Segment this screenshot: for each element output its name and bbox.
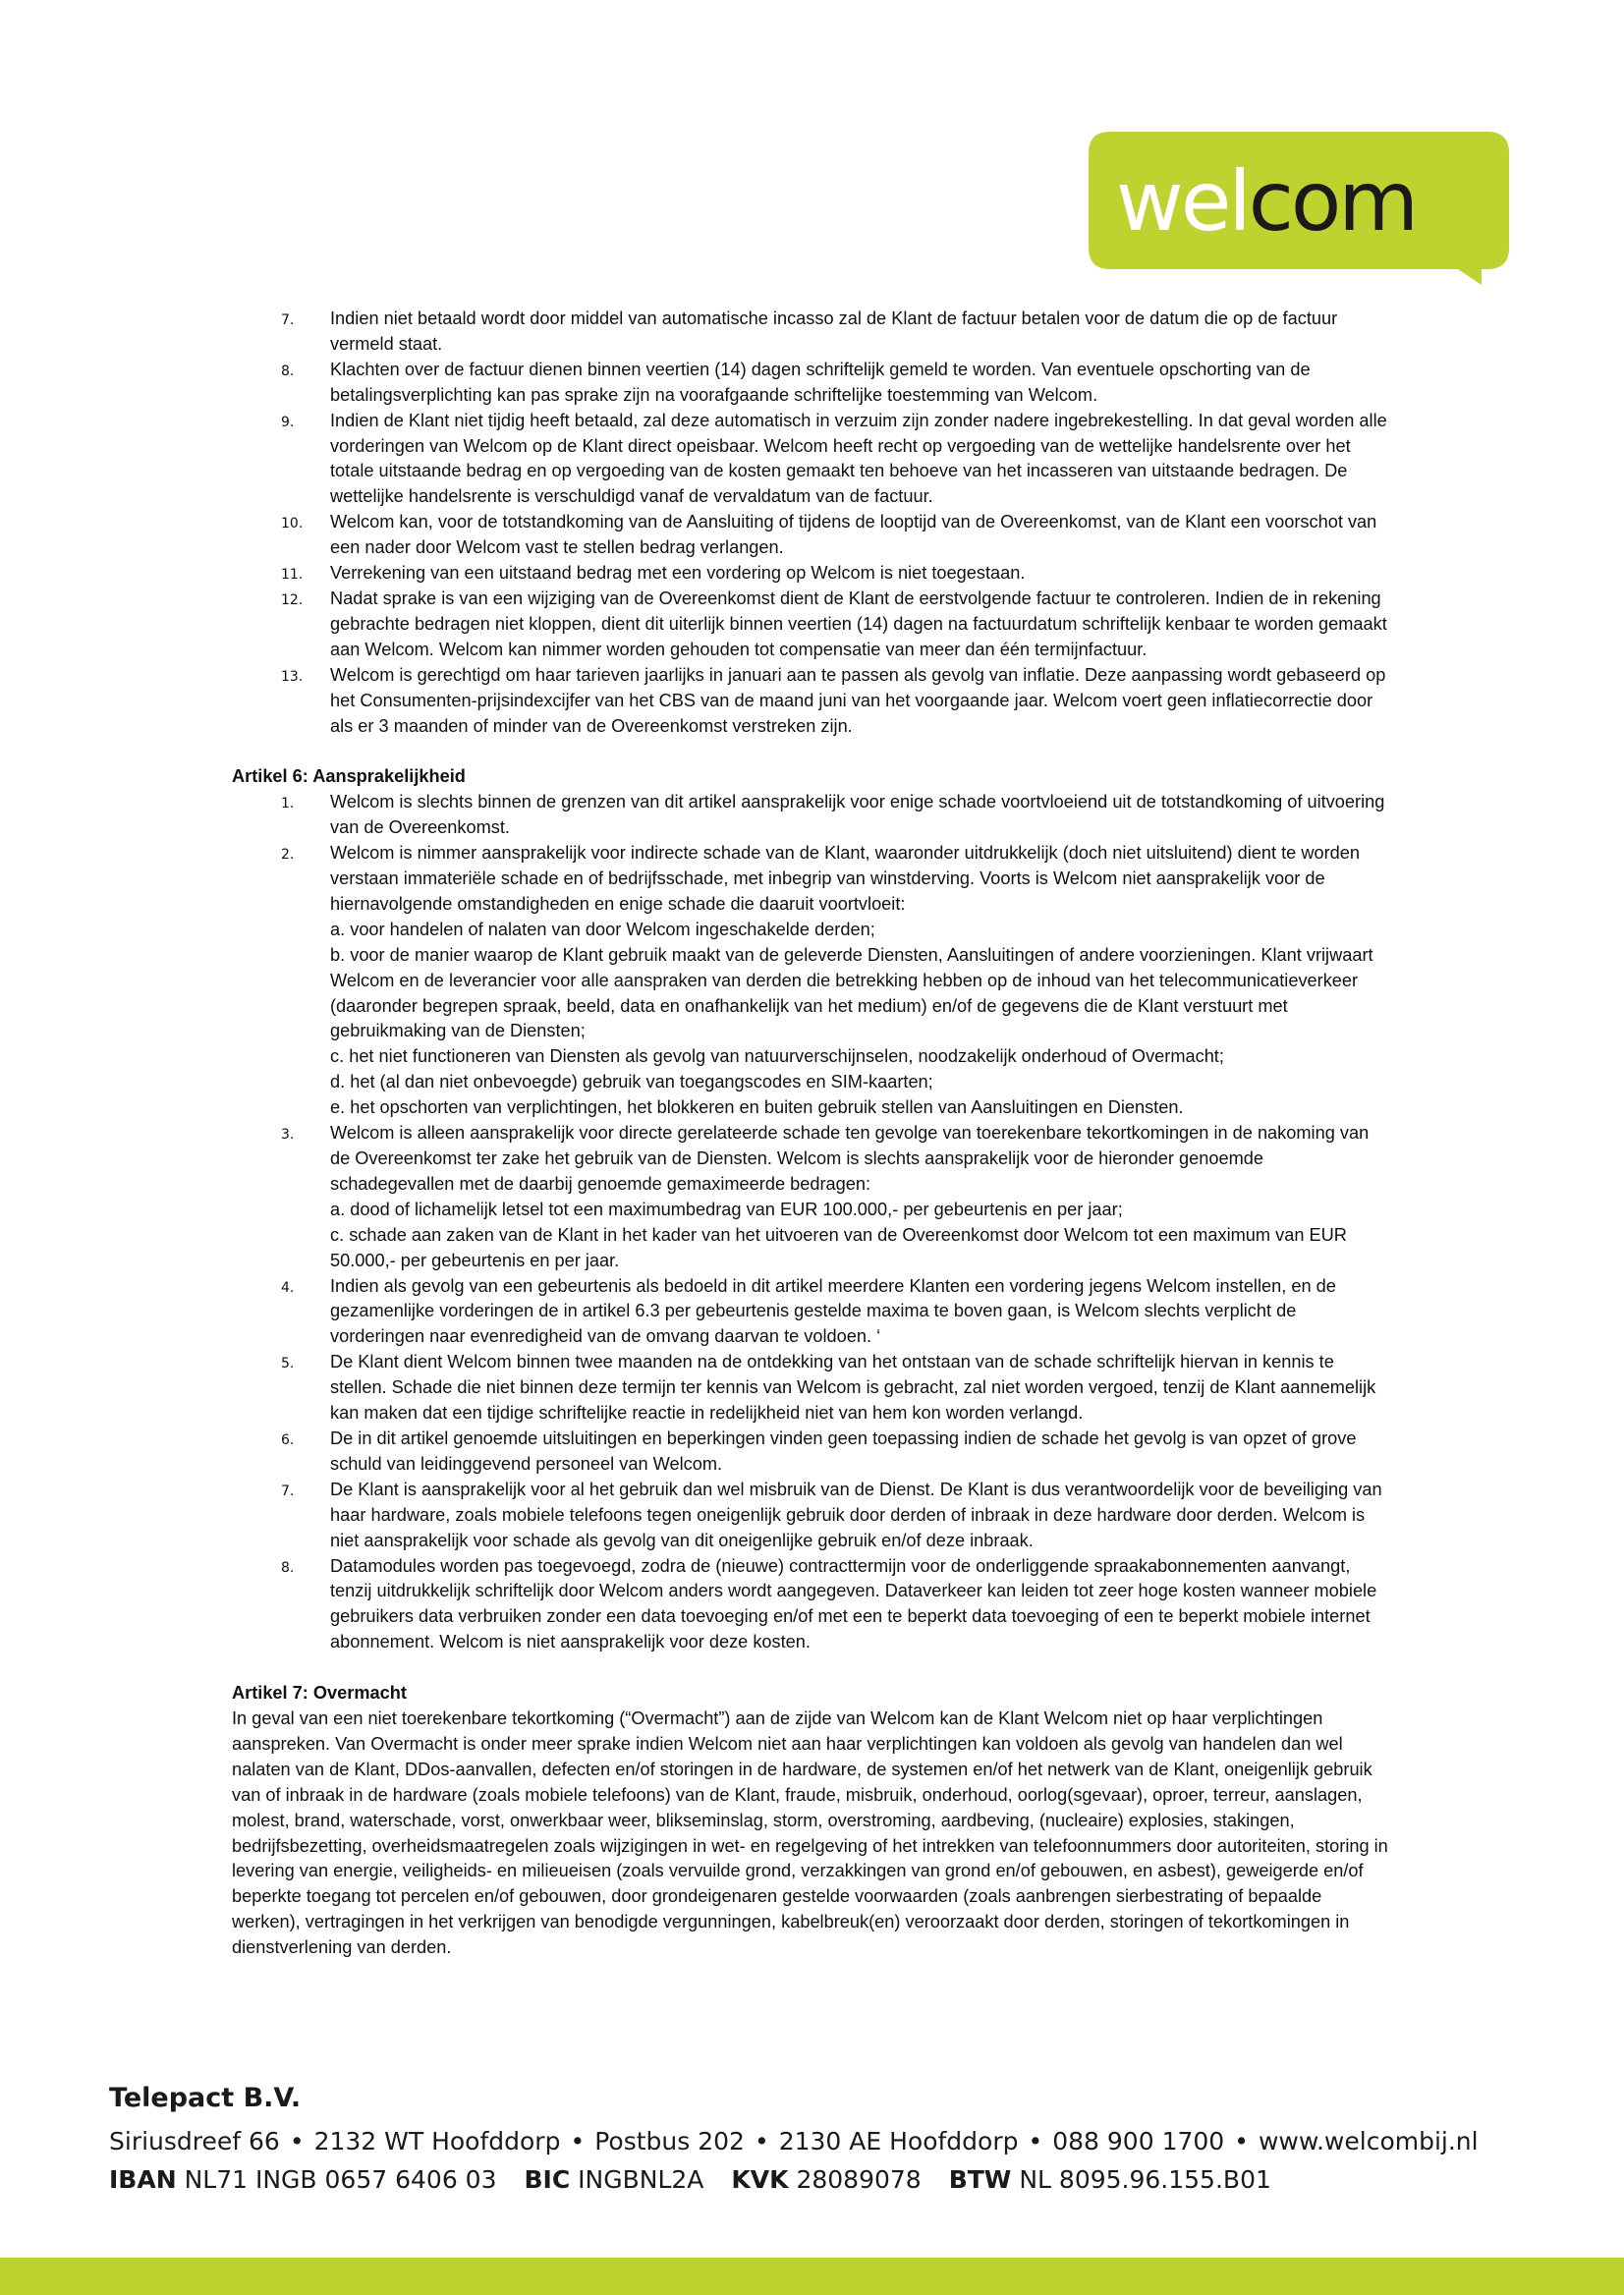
postbus: Postbus 202 <box>594 2127 745 2155</box>
list-item: 2. Welcom is nimmer aansprakelijk voor indirecte schade van de Klant, waaronder uitdrukkelijk (doch niet uitsluitend) dient te worden verstaan immateriële schade en of bedrijfsschade, met inbegrip van winstderving. Voorts is Welcom niet aansprakelijk voor de hiernavolgende omstandigheden en enige schade die daaruit voortvloeit: a. voor handelen of nalaten van door Welcom ingeschakelde derden; b. voor de manier waarop de Klant gebruik maakt van de geleverde Diensten, Aansluitingen of andere voorzieningen. Klant vrijwaart Welcom en de leverancier voor alle aanspraken van derden die betrekking hebben op de inhoud van het telecommunicatieverkeer (daaronder begrepen spraak, beeld, data en onafhankelijk van het medium) en/of de gegevens die de Klant verstuurt met gebruikmaking van de Diensten; c. het niet functioneren van Diensten als gevolg van natuurverschijnselen, noodzakelijk onderhoud of Overmacht; d. het (al dan niet onbevoegde) gebruik van toegangscodes en SIM-kaarten; e. het opschorten van verplichtingen, het blokkeren en buiten gebruik stellen van Aansluitingen en Diensten. <box>232 841 1391 1121</box>
payment-list <box>232 307 1391 739</box>
postcode-city: 2132 WT Hoofddorp <box>313 2127 561 2155</box>
list-item: 1. Welcom is slechts binnen de grenzen van dit artikel aansprakelijk voor enige schade voortvloeiend uit de totstandkoming of uitvoering van de Overeenkomst. <box>281 792 1385 838</box>
list-item: 9. Indien de Klant niet tijdig heeft betaald, zal deze automatisch in verzuim zijn zonder nadere ingebrekestelling. In dat geval worden alle vorderingen van Welcom op de Klant direct opeisbaar. Welcom heeft recht op vergoeding van de wettelijke handelsrente over het totale uitstaande bedrag en op vergoeding van de kosten gemaakt ten behoeve van het incasseren van uitstaande bedragen. De wettelijke handelsrente is verschuldigd vanaf de vervaldatum van de factuur. <box>281 410 1387 507</box>
list-item: 12. Nadat sprake is van een wijziging van de Overeenkomst dient de Klant de eerstvolgende factuur te controleren. Indien de in rekening gebrachte bedragen niet kloppen, dient dit uiterlijk binnen veertien (14) dagen na factuurdatum schriftelijk kenbaar te worden gemaakt aan Welcom. Welcom kan nimmer worden gehouden tot compensatie van meer dan één termijnfactuur. <box>281 588 1387 659</box>
bullet-icon: • <box>570 2127 586 2155</box>
article-7-text: In geval van een niet toerekenbare tekortkoming (“Overmacht”) aan de zijde van Welcom kan de Klant Welcom niet op haar verplichtingen aanspreken. Van Overmacht is onder meer sprake indien Welcom niet aan haar verplichtingen kan voldoen als gevolg van handelen dan wel nalaten van de Klant, DDos-aanvallen, defecten en/of storingen in de hardware, de systemen en/of het netwerk van de Klant, oneigenlijk gebruik van of inbraak in de hardware (zoals mobiele telefoons) van de Klant, fraude, misbruik, onderhoud, oorlog(sgevaar), oproer, terreur, aanslagen, molest, brand, waterschade, vorst, onwerkbaar weer, blikseminslag, storm, overstroming, aardbeving, (nucleaire) explosies, stakingen, bedrijfsbezetting, overheidsmaatregelen zoals wijzigingen in wet- en regelgeving of het intrekken van telefoonnummers door autoriteiten, storing in levering van energie, veiligheids- en milieueisen (zoals vervuilde grond, verzakkingen van grond en/of gebouwen, en asbest), geweigerde en/of beperkte toegang tot percelen en/of gebouwen, door grondeigenaren gestelde voorwaarden (zoals aanbrengen sierbestrating of bepaalde werken), vertragingen in het verkrijgen van benodigde vergunningen, kabelbreuk(en) veroorzaakt door derden, storingen of tekortkomingen in dienstverlening van derden. <box>232 1708 1388 1958</box>
iban-value: NL71 INGB 0657 6406 03 <box>184 2165 497 2194</box>
bullet-icon: • <box>289 2127 305 2155</box>
postbus-city: 2130 AE Hoofddorp <box>778 2127 1019 2155</box>
document-body <box>232 307 1391 1961</box>
bullet-icon: • <box>754 2127 769 2155</box>
kvk-value: 28089078 <box>796 2165 922 2194</box>
list-item: 7. Indien niet betaald wordt door middel van automatische incasso zal de Klant de factuur betalen voor de datum die op de factuur vermeld staat. <box>281 308 1338 354</box>
article-6-heading: Artikel 6: Aansprakelijkheid <box>232 766 466 787</box>
btw-value: NL 8095.96.155.B01 <box>1019 2165 1271 2194</box>
article-6-list <box>232 790 1391 1655</box>
sub-item: c. het niet functioneren van Diensten als gevolg van natuurverschijnselen, noodzakelijk onderhoud of Overmacht; <box>330 1046 1224 1067</box>
iban-label: IBAN <box>109 2165 177 2194</box>
list-item: 8. Klachten over de factuur dienen binnen veertien (14) dagen schriftelijk gemeld te worden. Van eventuele opschorting van de betalingsverplichting kan pas sprake zijn na voorafgaande schriftelijke toestemming van Welcom. <box>281 359 1311 405</box>
list-item: 11. Verrekening van een uitstaand bedrag met een vordering op Welcom is niet toegestaan. <box>281 563 1026 584</box>
list-item: 10. Welcom kan, voor de totstandkoming van de Aansluiting of tijdens de looptijd van de Overeenkomst, van de Klant een voorschot van een nader door Welcom vast te stellen bedrag verlangen. <box>281 512 1377 558</box>
bullet-icon: • <box>1234 2127 1249 2155</box>
logo-text-wel: wel <box>1116 153 1249 250</box>
sub-item: d. het (al dan niet onbevoegde) gebruik van toegangscodes en SIM-kaarten; <box>330 1072 933 1092</box>
svg-text:welcom <box>1116 153 1416 250</box>
sub-item: a. voor handelen of nalaten van door Welcom ingeschakelde derden; <box>330 919 875 939</box>
footer <box>109 2083 1479 2194</box>
phone-number: 088 900 1700 <box>1052 2127 1225 2155</box>
address-line <box>109 2127 1479 2155</box>
list-item: 6. De in dit artikel genoemde uitsluitingen en beperkingen vinden geen toepassing indien de schade het gevolg is van opzet of grove schuld van leidinggevend personeel van Welcom. <box>281 1427 1357 1474</box>
bic-label: BIC <box>524 2165 571 2194</box>
btw-label: BTW <box>948 2165 1012 2194</box>
sub-item: a. dood of lichamelijk letsel tot een maximumbedrag van EUR 100.000,- per gebeurtenis en per jaar; <box>330 1199 1123 1219</box>
registration-line <box>109 2165 1479 2194</box>
footer-accent-bar <box>0 2258 1624 2295</box>
list-item: 5. De Klant dient Welcom binnen twee maanden na de ontdekking van het ontstaan van de schade schriftelijk hiervan in kennis te stellen. Schade die niet binnen deze termijn ter kennis van Welcom is gebracht, zal niet worden vergoed, tenzij de Klant aannemelijk kan maken dat een tijdige schriftelijke reactie in redelijkheid niet van hem kon worden verlangd. <box>281 1352 1376 1424</box>
list-item: 7. De Klant is aansprakelijk voor al het gebruik dan wel misbruik van de Dienst. De Klant is dus verantwoordelijk voor de beveiliging van haar hardware, zoals mobiele telefoons tegen oneigenlijk gebruik door derden of inbraak in deze hardware door derden. Welcom is niet aansprakelijk voor schade als gevolg van dit oneigenlijke gebruik en/of deze inbraak. <box>281 1479 1382 1550</box>
article-7-heading: Artikel 7: Overmacht <box>232 1683 407 1704</box>
welcom-logo <box>1089 132 1509 285</box>
sub-item: b. voor de manier waarop de Klant gebruik maakt van de geleverde Diensten, Aansluitingen of andere voorzieningen. Klant vrijwaart Welcom en de leverancier voor alle aanspraken van derden die betrekking hebben op de inhoud van het telecommunicatieverkeer (daaronder begrepen spraak, beeld, data en onafhankelijk van het medium) en/of de gegevens die de Klant verstuurt met gebruikmaking van de Diensten; <box>330 944 1373 1041</box>
street: Siriusdreef 66 <box>109 2127 280 2155</box>
logo-text-com: com <box>1248 153 1417 250</box>
kvk-label: KVK <box>731 2165 789 2194</box>
company-name: Telepact B.V. <box>109 2083 302 2113</box>
list-item: 8. Datamodules worden pas toegevoegd, zodra de (nieuwe) contracttermijn voor de onderliggende spraakabonnementen aanvangt, tenzij uitdrukkelijk schriftelijk door Welcom anders wordt aangegeven. Dataverkeer kan leiden tot zeer hoge kosten wanneer mobiele gebruikers data verbruiken zonder een data toevoeging en/of met een te beperkt data toevoeging of een te beperkt mobiele internet abonnement. Welcom is niet aansprakelijk voor deze kosten. <box>281 1555 1377 1652</box>
bic-value: INGBNL2A <box>578 2165 704 2194</box>
sub-item: e. het opschorten van verplichtingen, het blokkeren en buiten gebruik stellen van Aansluitingen en Diensten. <box>330 1097 1184 1118</box>
bullet-icon: • <box>1028 2127 1043 2155</box>
list-item: 13. Welcom is gerechtigd om haar tarieven jaarlijks in januari aan te passen als gevolg van inflatie. Deze aanpassing wordt gebaseerd op het Consumenten-prijsindexcijfer van het CBS van de maand juni van het voorgaande jaar. Welcom voert geen inflatiecorrectie door als er 3 maanden of minder van de Overeenkomst verstreken zijn. <box>281 664 1386 736</box>
sub-item: c. schade aan zaken van de Klant in het kader van het uitvoeren van de Overeenkomst door Welcom tot een maximum van EUR 50.000,- per gebeurtenis en per jaar. <box>330 1224 1347 1270</box>
website-link[interactable]: www.welcombij.nl <box>1258 2127 1479 2155</box>
list-item: 4. Indien als gevolg van een gebeurtenis als bedoeld in dit artikel meerdere Klanten een vordering jegens Welcom instellen, en de gezamenlijke vorderingen de in artikel 6.3 per gebeurtenis gestelde maxima te boven gaan, is Welcom slechts verplicht de vorderingen naar evenredigheid van de omvang daarvan te voldoen. ‘ <box>281 1275 1336 1347</box>
list-item: 3. Welcom is alleen aansprakelijk voor directe gerelateerde schade ten gevolge van toerekenbare tekortkomingen in de nakoming van de Overeenkomst ter zake het gebruik van de Diensten. Welcom is slechts aansprakelijk voor de hieronder genoemde schadegevallen met de daarbij genoemde gemaximeerde bedragen: a. dood of lichamelijk letsel tot een maximumbedrag van EUR 100.000,- per gebeurtenis en per jaar; c. schade aan zaken van de Klant in het kader van het uitvoeren van de Overeenkomst door Welcom tot een maximum van EUR 50.000,- per gebeurtenis en per jaar. <box>232 1121 1391 1273</box>
